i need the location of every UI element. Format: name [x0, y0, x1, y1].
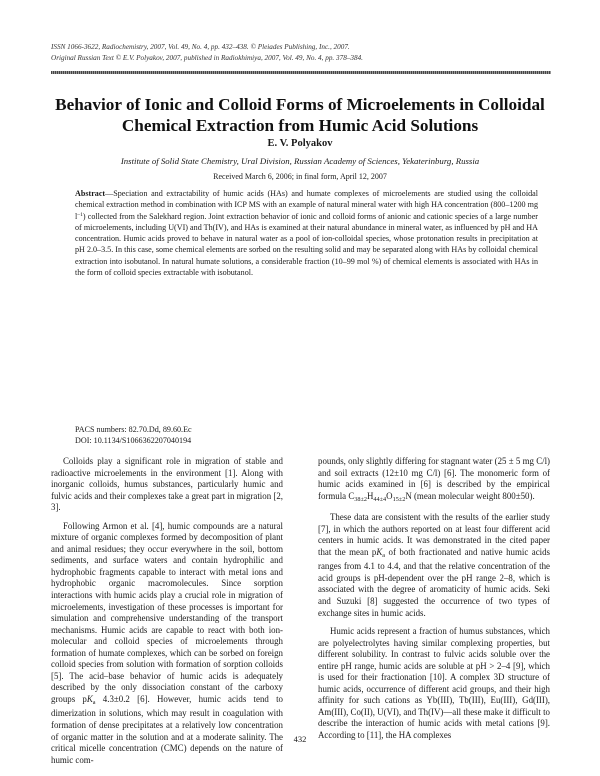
left-p2-text-a: Following Armon et al. [4], humic compounds are a natural mixture of organic complexes formed by decomposition of plant and animal residues; they occur everywhere in the soil, bottom sediments, and surface waters and contain hydrophilic and hydrophobic fragments capable to interact with metal ions and hydrophobic organic macromolecules. Since sorption interactions with humic acids play a crucial role in migration of microelements, investigation of these processes is important for simulation and comprehensive understanding of the transport mechanisms. Humic acids are capable to react with both ion-molecular and colloid species of microelements through formation of humate complexes, which can be sorbed on foreign colloid species from solution with formation of sorption colloids [5]. The acid–base behavior of humic acids is adequately described by the only dissociation constant of the carboxy groups p: [51, 520, 283, 704]
author: E. V. Polyakov: [267, 138, 333, 149]
right-column: [318, 456, 550, 742]
pacs-numbers: PACS numbers: 82.70.Dd, 89.60.Ec: [75, 425, 192, 434]
header-rule: [51, 71, 551, 74]
formula-o: O: [386, 490, 393, 501]
formula-sub-c: 38±2: [354, 495, 367, 503]
right-paragraph-3: Humic acids represent a fraction of humus substances, which are polyelectrolytes having similar complexing properties, but different solubility. In contrast to fulvic acids soluble over the entire pH range, humic acids are soluble at pH > 2–4 [9], which is used for their fractionation [10]. A complex 3D structure of humic acids, occurrence of different acid groups, and their high affinity for such cations as Yb(III), Tb(III), Eu(III), Gd(III), Am(III), Co(II), U(VI), and Th(IV)—all these make it difficult to describe the interaction of humic acids with metal cations [9]. According to [11], the HA complexes: [318, 626, 550, 741]
journal-header-line1: ISSN 1066-3622, Radiochemistry, 2007, Vol. 49, No. 4, pp. 432–438. © Pleiades Publishing, Inc., 2007.: [51, 43, 350, 51]
left-paragraph-1: Colloids play a significant role in migration of stable and radioactive microelements in the environment [1]. Along with inorganic colloids, humus substances, particularly humic and fulvic acids and their complexes take a great part in migration [2, 3].: [51, 456, 283, 513]
received-dates: Received March 6, 2006; in final form, April 12, 2007: [213, 172, 387, 181]
right-p1-text-b: N (mean molecular weight 800±50).: [405, 490, 535, 501]
left-column: [51, 456, 283, 766]
article-title: Behavior of Ionic and Colloid Forms of Microelements in Colloidal Chemical Extraction from Humic Acid Solutions: [55, 95, 545, 135]
right-p1-text-a: pounds, only slightly differing for stagnant water (25 ± 5 mg C/l) and soil extracts (12±10 mg C/l) [6]. The monomeric form of humic acids examined in [6] is described by the empirical formula C: [318, 456, 550, 501]
formula-sub-o: 15±2: [392, 495, 406, 503]
doi[interactable]: DOI: 10.1134/S1066362207040194: [75, 436, 192, 445]
right-p2-text-a: These data are consistent with the results of the earlier study [7], in which the authors reported on at least four different acid centers in humic acids. It was demonstrated in the cited paper that the mean p: [318, 512, 550, 557]
left-p2-sub: a: [92, 698, 96, 706]
abstract-unit-exponent: –1: [77, 212, 83, 219]
formula-sub-h: 44±4: [373, 495, 387, 503]
abstract-text-end: ) collected from the Salekhard region. Joint extraction behavior of ionic and colloid forms of anionic and cationic species of a large number of microelements, including U(VI) and Th(IV), and HAs is examined at their natural abundance in mineral water, as influenced by pH and HA concentration. Humic acids proved to behave in natural water as a pool of ion-colloidal species, whose protonation results in precipitation at pH 2.0–3.5. In this case, some chemical elements are sorbed on the resulting solid and may be separated along with HAs by colloidal chemical extraction into isobutanol. In natural humate solutions, a considerable fraction (10–99 mol %) of chemical elements is associated with HAs in the form of colloid species extractable with isobutanol.: [75, 212, 538, 277]
formula-h: H: [366, 490, 374, 501]
abstract: [75, 188, 538, 278]
right-paragraph-1: [318, 456, 550, 505]
left-p2-text-b: 4.3±0.2 [6]. However, humic acids tend to dimerization in solutions, which may result in coagulation with formation of dense precipitates at a relatively low concentration of organic matter in the solution and at a moderate salinity. The critical micelle concentration (CMC) depends on the nature of humic com-: [51, 693, 283, 765]
affiliation: Institute of Solid State Chemistry, Ural Division, Russian Academy of Sciences, Yekaterinburg, Russia: [120, 156, 480, 166]
right-paragraph-2: [318, 512, 550, 619]
left-p2-K: K: [86, 693, 93, 704]
right-p2-text-b: of both fractionated and native humic acids ranges from 4.1 to 4.4, and that the relative concentration of the acid groups is pH-dependent over the pH range 2–8, which is associated with the degree of aromaticity of humic acids. Seki and Suzuki [8] suggested the occurrence of two types of exchange sites in humic acids.: [318, 546, 551, 618]
left-paragraph-2: [51, 521, 283, 766]
page-number: 432: [293, 734, 307, 744]
abstract-label: Abstract: [75, 189, 106, 198]
right-p2-sub: a: [382, 551, 386, 559]
right-p2-K: K: [376, 546, 383, 557]
pacs-block: [75, 424, 192, 446]
abstract-text-start: —Speciation and extractability of humic acids (HAs) and humate complexes of microelements are studied using the colloidal chemical extraction method in combination with ICP MS with an example of natural mineral water with high HA concentration (800–1200 mg l: [75, 189, 538, 222]
journal-header-line2: Original Russian Text © E.V. Polyakov, 2007, published in Radiokhimiya, 2007, Vol. 49, No. 4, pp. 378–384.: [51, 54, 363, 62]
